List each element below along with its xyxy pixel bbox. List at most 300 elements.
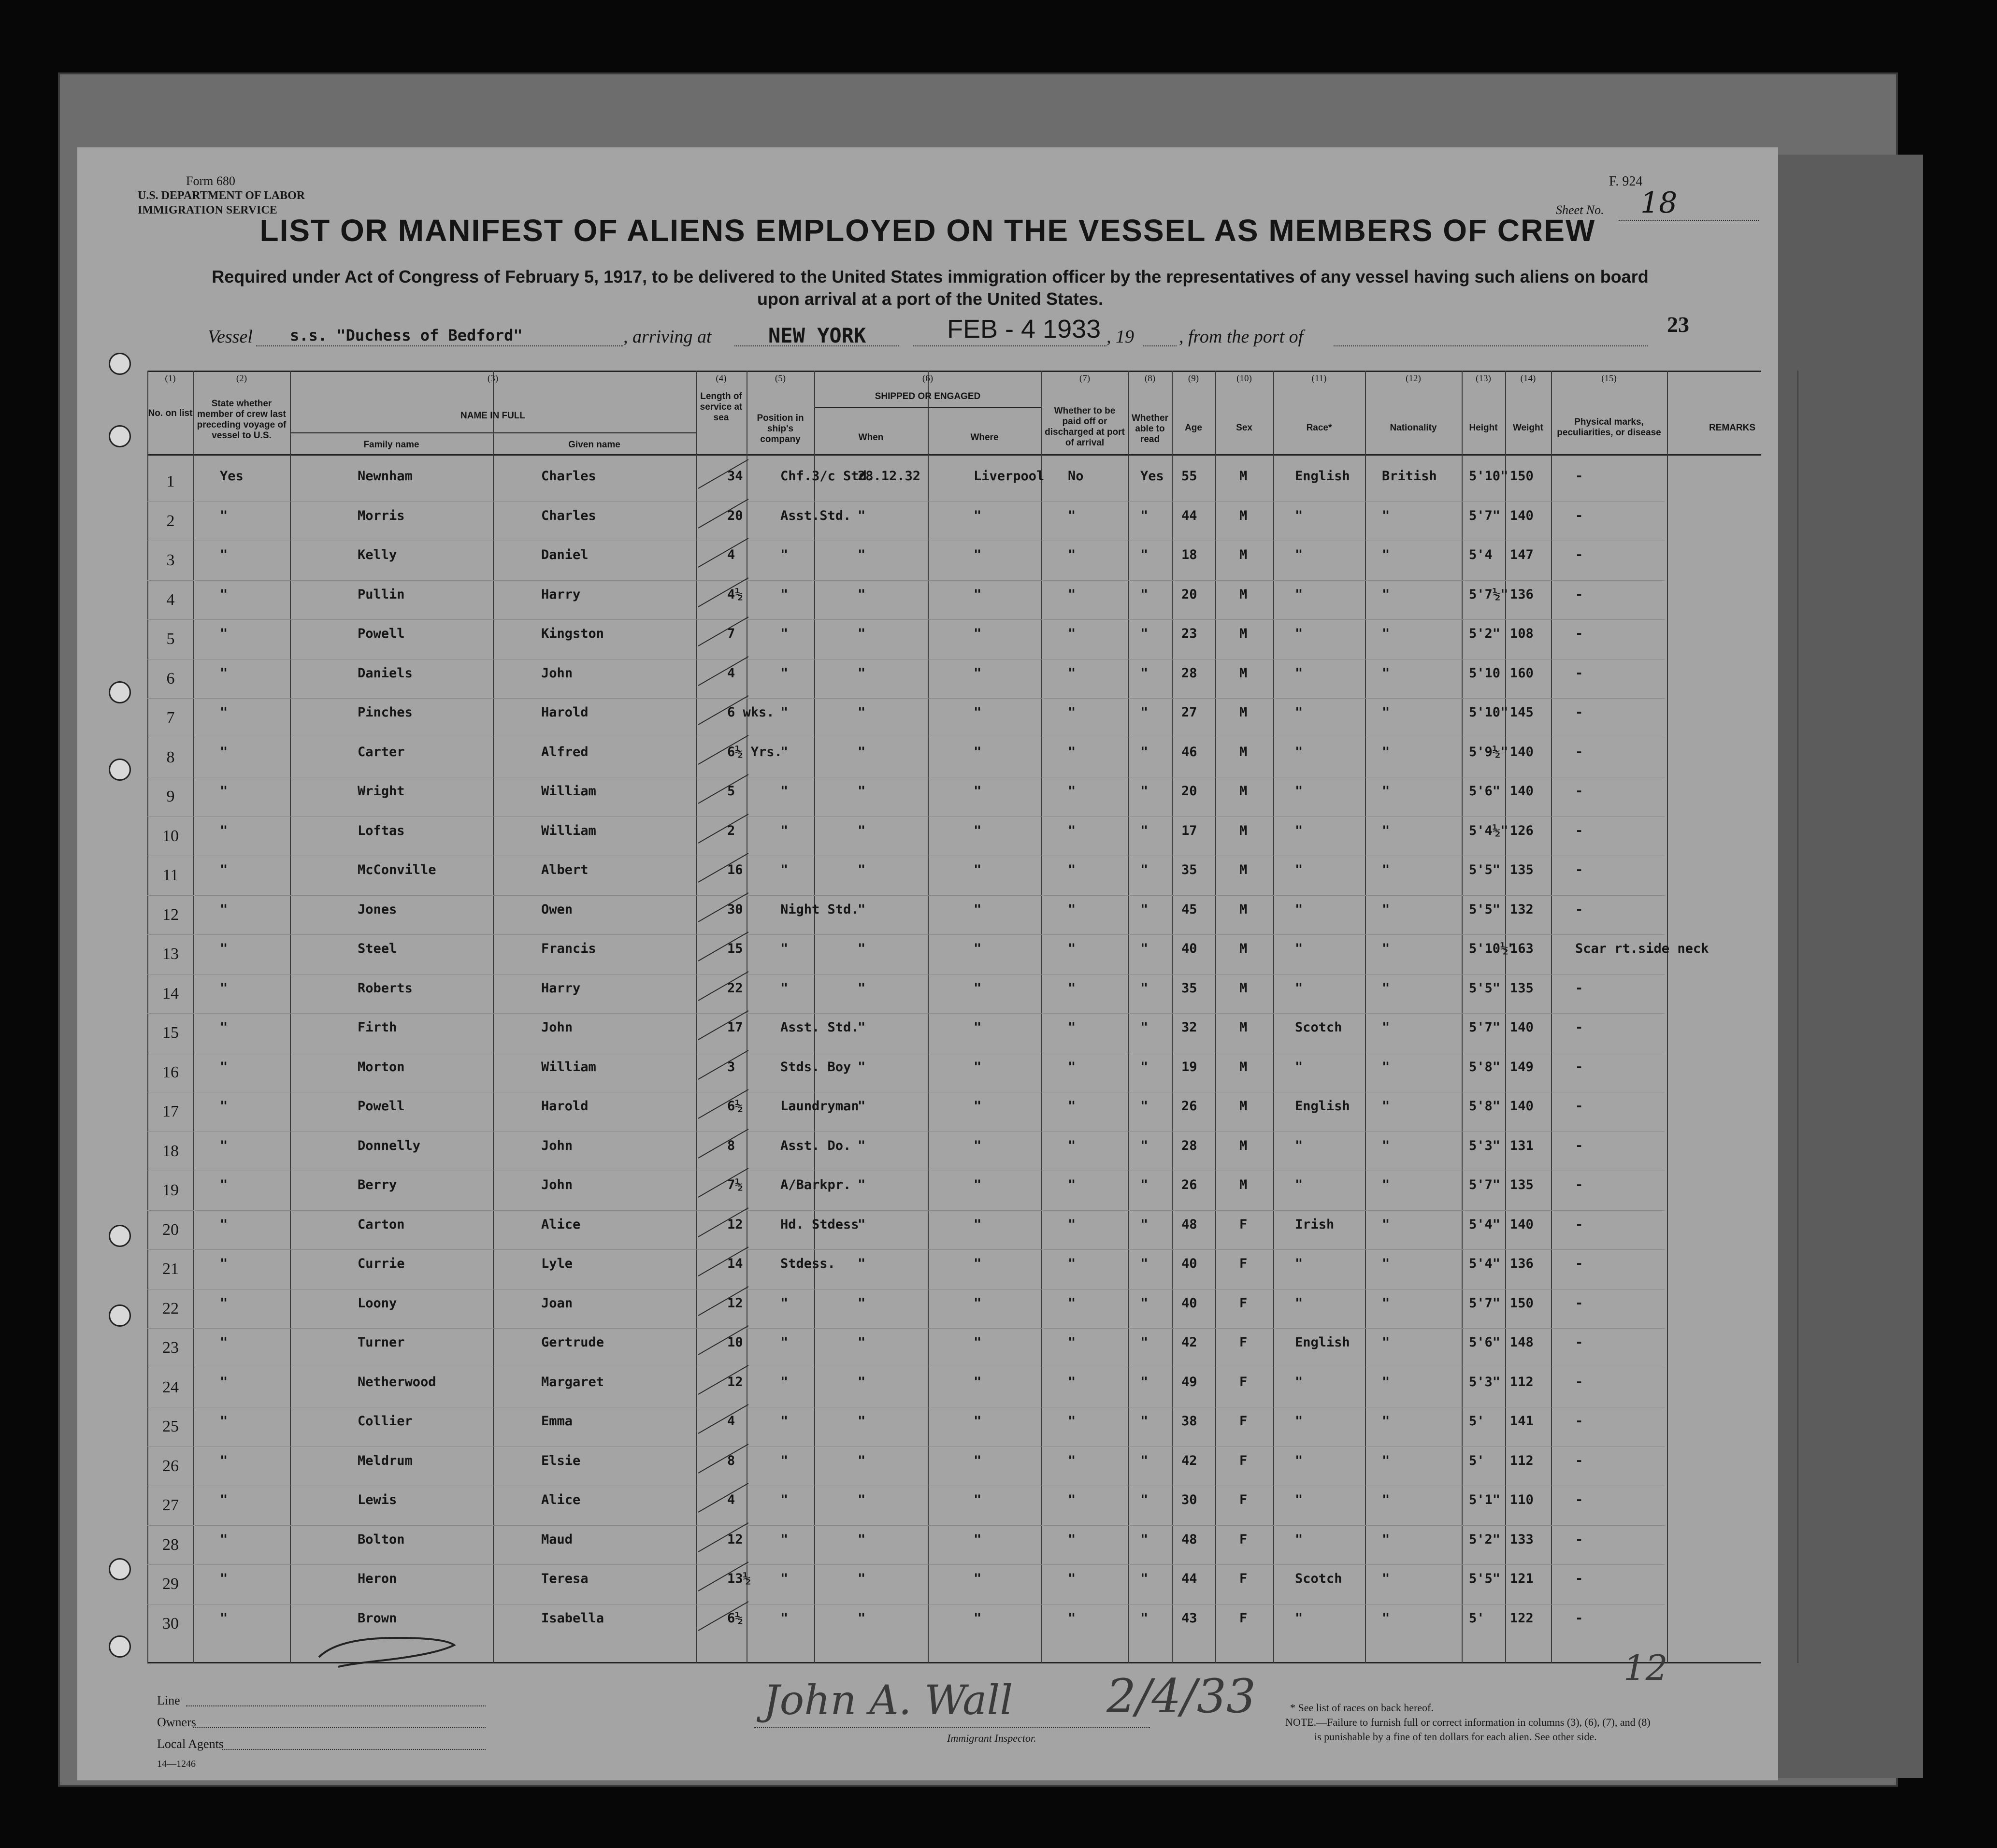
height-cell: 5'3" [1469, 1375, 1501, 1390]
row-number: 27 [162, 1496, 179, 1514]
race-cell: " [1295, 1256, 1303, 1271]
age-cell: 27 [1181, 705, 1197, 720]
sex-cell: M [1239, 902, 1248, 917]
physical-marks-cell: - [1575, 1060, 1583, 1074]
prev-voyage-cell: " [220, 1414, 228, 1429]
race-cell: English [1295, 1099, 1350, 1114]
nationality-cell: " [1382, 784, 1390, 799]
sex-cell: M [1239, 784, 1248, 799]
race-cell: " [1295, 1453, 1303, 1468]
shipped-where-cell: " [974, 1611, 982, 1626]
service-length-cell: 16 [727, 862, 743, 877]
row-number: 15 [162, 1024, 179, 1042]
col-header-sex: Sex [1236, 423, 1252, 433]
col-header-age: Age [1185, 423, 1202, 433]
family-name-cell: Roberts [358, 981, 413, 996]
position-cell: Asst. Do. [780, 1138, 851, 1153]
service-length-cell: 13½ [727, 1571, 751, 1586]
position-cell: " [780, 547, 789, 562]
col-num-3: (3) [487, 373, 499, 384]
header-bottom-rule [147, 454, 1761, 456]
physical-marks-cell: - [1575, 981, 1583, 996]
paid-off-cell: " [1068, 1375, 1076, 1390]
row-number: 25 [162, 1418, 179, 1435]
able-to-read-cell: " [1140, 862, 1149, 877]
shipped-when-cell: " [858, 1138, 866, 1153]
arriving-label: , arriving at [623, 327, 712, 347]
family-name-cell: Heron [358, 1571, 397, 1586]
column-divider [193, 371, 194, 1663]
weight-cell: 160 [1510, 666, 1534, 681]
prev-voyage-cell: " [220, 1453, 228, 1468]
weight-cell: 136 [1510, 587, 1534, 602]
sheet-number: 18 [1640, 186, 1678, 220]
col-header-where: Where [970, 432, 999, 443]
row-number: 16 [162, 1063, 179, 1081]
shipped-when-cell: " [858, 1217, 866, 1232]
service-length-cell: 17 [727, 1020, 743, 1035]
physical-marks-cell: - [1575, 862, 1583, 877]
height-cell: 5'4" [1469, 1256, 1501, 1271]
given-name-cell: John [541, 1138, 573, 1153]
row-number: 29 [162, 1575, 179, 1593]
shipped-when-cell: " [858, 1414, 866, 1429]
signature-date: 2/4/33 [1106, 1669, 1256, 1723]
shipped-when-cell: " [858, 1099, 866, 1114]
row-rule [147, 1564, 1665, 1565]
position-cell: Asst. Std. [780, 1020, 859, 1035]
given-name-cell: John [541, 666, 573, 681]
age-cell: 35 [1181, 981, 1197, 996]
row-number: 12 [162, 906, 179, 924]
race-cell: " [1295, 1177, 1303, 1192]
shipped-where-cell: " [974, 1060, 982, 1074]
col-header-given-name: Given name [568, 440, 620, 450]
paid-off-cell: " [1068, 823, 1076, 838]
column-divider [1041, 371, 1042, 1663]
paid-off-cell: " [1068, 1060, 1076, 1074]
col-num-5: (5) [775, 373, 786, 384]
physical-marks-cell: - [1575, 705, 1583, 720]
nationality-cell: " [1382, 626, 1390, 641]
column-divider [1505, 371, 1506, 1663]
position-cell: Night Std. [780, 902, 859, 917]
service-length-cell: 12 [727, 1296, 743, 1311]
col-header-physical-marks: Physical marks, peculiarities, or disease [1557, 417, 1661, 438]
family-name-cell: Netherwood [358, 1375, 436, 1390]
height-cell: 5'6" [1469, 1335, 1501, 1350]
sex-cell: M [1239, 547, 1248, 562]
shipped-where-cell: " [974, 1138, 982, 1153]
checkmark-stroke [698, 774, 749, 804]
height-cell: 5'4½" [1469, 823, 1509, 838]
service-length-cell: 14 [727, 1256, 743, 1271]
position-cell: " [780, 1335, 789, 1350]
row-rule [147, 619, 1665, 620]
service-length-cell: 10 [727, 1335, 743, 1350]
sex-cell: F [1239, 1335, 1248, 1350]
checkmark-stroke [698, 814, 749, 844]
service-length-cell: 6 wks. [727, 705, 775, 720]
physical-marks-cell: - [1575, 587, 1583, 602]
age-cell: 45 [1181, 902, 1197, 917]
column-divider [1667, 371, 1668, 1663]
column-divider [1365, 371, 1366, 1663]
row-rule [147, 895, 1665, 896]
family-name-cell: Turner [358, 1335, 405, 1350]
able-to-read-cell: " [1140, 1532, 1149, 1547]
shipped-where-cell: " [974, 941, 982, 956]
nationality-cell: " [1382, 547, 1390, 562]
race-cell: " [1295, 1492, 1303, 1507]
height-cell: 5'5" [1469, 862, 1501, 877]
nationality-cell: " [1382, 941, 1390, 956]
able-to-read-cell: " [1140, 784, 1149, 799]
row-number: 24 [162, 1378, 179, 1396]
shipped-where-cell: " [974, 784, 982, 799]
able-to-read-cell: " [1140, 1492, 1149, 1507]
height-cell: 5'5" [1469, 1571, 1501, 1586]
col-header-height: Height [1469, 423, 1498, 433]
height-cell: 5'1" [1469, 1492, 1501, 1507]
col-num-6: (6) [922, 373, 934, 384]
sex-cell: F [1239, 1217, 1248, 1232]
column-divider [1551, 371, 1552, 1663]
given-name-cell: Harold [541, 1099, 589, 1114]
inspector-label: Immigrant Inspector. [947, 1732, 1036, 1744]
weight-cell: 141 [1510, 1414, 1534, 1429]
row-number: 14 [162, 985, 179, 1003]
family-name-cell: Kelly [358, 547, 397, 562]
row-number: 20 [162, 1221, 179, 1239]
physical-marks-cell: - [1575, 1611, 1583, 1626]
service-length-cell: 15 [727, 941, 743, 956]
height-cell: 5'4 [1469, 547, 1493, 562]
age-cell: 26 [1181, 1099, 1197, 1114]
weight-cell: 131 [1510, 1138, 1534, 1153]
shipped-where-cell: " [974, 1492, 982, 1507]
age-cell: 38 [1181, 1414, 1197, 1429]
prev-voyage-cell: " [220, 1335, 228, 1350]
shipped-when-cell: " [858, 1256, 866, 1271]
sex-cell: F [1239, 1414, 1248, 1429]
service-length-cell: 4 [727, 666, 735, 681]
col-header-shipped: SHIPPED OR ENGAGED [875, 391, 981, 401]
weight-cell: 140 [1510, 1020, 1534, 1035]
row-rule [147, 501, 1665, 502]
col-header-nationality: Nationality [1390, 423, 1437, 433]
col-header-race: Race* [1306, 423, 1332, 433]
family-name-cell: Meldrum [358, 1453, 413, 1468]
physical-marks-cell: - [1575, 469, 1583, 484]
age-cell: 44 [1181, 508, 1197, 523]
failure-note-cont: is punishable by a fine of ten dollars for each alien. See other side. [1314, 1731, 1597, 1743]
paid-off-cell: " [1068, 941, 1076, 956]
shipped-where-cell: " [974, 1217, 982, 1232]
age-cell: 42 [1181, 1335, 1197, 1350]
nationality-cell: " [1382, 508, 1390, 523]
nationality-cell: " [1382, 1217, 1390, 1232]
col-num-14: (14) [1520, 373, 1536, 384]
page-number: 23 [1667, 312, 1689, 337]
race-cell: English [1295, 1335, 1350, 1350]
paid-off-cell: " [1068, 587, 1076, 602]
age-cell: 48 [1181, 1532, 1197, 1547]
col-header-prev-voyage: State whether member of crew last preceding voyage of vessel to U.S. [197, 399, 287, 441]
position-cell: " [780, 1375, 789, 1390]
position-cell: Hd. Stdess [780, 1217, 859, 1232]
race-cell: Scotch [1295, 1571, 1342, 1586]
given-name-cell: Harold [541, 705, 589, 720]
physical-marks-cell: - [1575, 902, 1583, 917]
col-header-name: NAME IN FULL [460, 411, 526, 421]
physical-marks-cell: - [1575, 1414, 1583, 1429]
checkmark-stroke [698, 1444, 749, 1474]
family-name-cell: Firth [358, 1020, 397, 1035]
shipped-where-cell: " [974, 1532, 982, 1547]
race-cell: " [1295, 1296, 1303, 1311]
physical-marks-cell: - [1575, 1138, 1583, 1153]
weight-cell: 135 [1510, 981, 1534, 996]
physical-marks-cell: - [1575, 547, 1583, 562]
sex-cell: M [1239, 1177, 1248, 1192]
race-cell: " [1295, 823, 1303, 838]
able-to-read-cell: " [1140, 1177, 1149, 1192]
given-name-cell: Charles [541, 469, 596, 484]
physical-marks-cell: - [1575, 1453, 1583, 1468]
prev-voyage-cell: " [220, 587, 228, 602]
given-name-cell: William [541, 823, 596, 838]
signature-underline [754, 1727, 1150, 1728]
row-number: 8 [166, 748, 175, 766]
sex-cell: F [1239, 1611, 1248, 1626]
binder-hole [109, 1304, 131, 1327]
weight-cell: 108 [1510, 626, 1534, 641]
position-cell: " [780, 1296, 789, 1311]
position-cell: " [780, 705, 789, 720]
family-name-cell: Loftas [358, 823, 405, 838]
race-cell: " [1295, 1375, 1303, 1390]
height-cell: 5'8" [1469, 1060, 1501, 1074]
height-cell: 5' [1469, 1453, 1485, 1468]
nationality-cell: " [1382, 1453, 1390, 1468]
shipped-when-cell: " [858, 1571, 866, 1586]
weight-cell: 140 [1510, 1099, 1534, 1114]
position-cell: A/Barkpr. [780, 1177, 851, 1192]
year-label: , 19 [1106, 327, 1134, 347]
footer-form-code: 14—1246 [157, 1759, 196, 1769]
checkmark-stroke [698, 1129, 749, 1159]
owners-underline [193, 1727, 486, 1728]
age-cell: 26 [1181, 1177, 1197, 1192]
height-cell: 5'10" [1469, 469, 1509, 484]
weight-cell: 149 [1510, 1060, 1534, 1074]
shipped-where-cell: " [974, 666, 982, 681]
nationality-cell: " [1382, 1414, 1390, 1429]
prev-voyage-cell: " [220, 981, 228, 996]
row-rule [147, 934, 1665, 935]
shipped-when-cell: " [858, 705, 866, 720]
height-cell: 5'7" [1469, 1177, 1501, 1192]
row-number: 21 [162, 1260, 179, 1278]
physical-marks-cell: - [1575, 1099, 1583, 1114]
height-cell: 5'6" [1469, 784, 1501, 799]
weight-cell: 132 [1510, 902, 1534, 917]
height-cell: 5' [1469, 1414, 1485, 1429]
page-subtitle: Required under Act of Congress of February 5, 1917, to be delivered to the United States immigration officer by the representatives of any vessel having such aliens on board upon arrival at a port of the United States. [212, 267, 1649, 309]
sex-cell: F [1239, 1256, 1248, 1271]
col-header-service: Length of service at sea [700, 391, 743, 423]
race-cell: Scotch [1295, 1020, 1342, 1035]
binder-hole [109, 759, 131, 781]
paid-off-cell: " [1068, 1177, 1076, 1192]
prev-voyage-cell: " [220, 745, 228, 759]
physical-marks-cell: - [1575, 1020, 1583, 1035]
weight-cell: 126 [1510, 823, 1534, 838]
binder-hole [109, 681, 131, 703]
family-name-cell: Carton [358, 1217, 405, 1232]
physical-marks-cell: - [1575, 508, 1583, 523]
sex-cell: M [1239, 823, 1248, 838]
row-number: 28 [162, 1536, 179, 1554]
weight-cell: 133 [1510, 1532, 1534, 1547]
service-length-cell: 12 [727, 1217, 743, 1232]
given-name-cell: Alice [541, 1492, 581, 1507]
able-to-read-cell: " [1140, 981, 1149, 996]
row-rule [147, 1328, 1665, 1329]
prev-voyage-cell: " [220, 902, 228, 917]
service-length-cell: 3 [727, 1060, 735, 1074]
height-cell: 5'10½" [1469, 941, 1516, 956]
given-name-cell: Joan [541, 1296, 573, 1311]
weight-cell: 163 [1510, 941, 1534, 956]
given-name-cell: Isabella [541, 1611, 604, 1626]
shipped-where-cell: " [974, 862, 982, 877]
position-cell: Asst.Std. [780, 508, 851, 523]
service-line: IMMIGRATION SERVICE [138, 204, 277, 216]
race-cell: " [1295, 981, 1303, 996]
manifest-sheet [77, 147, 1778, 1780]
col-header-paid-off: Whether to be paid off or discharged at port of arrival [1045, 406, 1125, 448]
prev-voyage-cell: " [220, 1296, 228, 1311]
service-length-cell: 12 [727, 1532, 743, 1547]
column-divider [147, 371, 148, 1663]
height-cell: 5'2" [1469, 1532, 1501, 1547]
physical-marks-cell: - [1575, 784, 1583, 799]
age-cell: 28 [1181, 1138, 1197, 1153]
prev-voyage-cell: " [220, 1217, 228, 1232]
races-note: * See list of races on back hereof. [1290, 1702, 1434, 1714]
height-cell: 5'7½" [1469, 587, 1509, 602]
col-num-15: (15) [1601, 373, 1617, 384]
race-cell: " [1295, 784, 1303, 799]
service-length-cell: 7½ [727, 1177, 743, 1192]
vessel-label: Vessel [208, 327, 253, 347]
given-name-cell: Daniel [541, 547, 589, 562]
service-length-cell: 8 [727, 1138, 735, 1153]
given-name-cell: Teresa [541, 1571, 589, 1586]
sex-cell: M [1239, 1138, 1248, 1153]
able-to-read-cell: " [1140, 508, 1149, 523]
row-number: 26 [162, 1457, 179, 1475]
service-length-cell: 4 [727, 547, 735, 562]
physical-marks-cell: - [1575, 1217, 1583, 1232]
able-to-read-cell: " [1140, 1453, 1149, 1468]
nationality-cell: " [1382, 981, 1390, 996]
able-to-read-cell: " [1140, 823, 1149, 838]
shipped-where-cell: Liverpool [974, 469, 1045, 484]
weight-cell: 150 [1510, 1296, 1534, 1311]
page-title: LIST OR MANIFEST OF ALIENS EMPLOYED ON THE VESSEL AS MEMBERS OF CREW [259, 213, 1596, 248]
row-rule [147, 698, 1665, 699]
race-cell: " [1295, 587, 1303, 602]
weight-cell: 112 [1510, 1453, 1534, 1468]
inspector-signature: John A. Wall [763, 1676, 1013, 1724]
family-name-cell: Brown [358, 1611, 397, 1626]
checkmark-stroke [698, 656, 749, 686]
family-name-cell: Morton [358, 1060, 405, 1074]
able-to-read-cell: " [1140, 1217, 1149, 1232]
col-header-position: Position in ship's company [757, 413, 804, 444]
paid-off-cell: " [1068, 1492, 1076, 1507]
shipped-where-cell: " [974, 1099, 982, 1114]
prev-voyage-cell: " [220, 508, 228, 523]
row-rule [147, 1525, 1665, 1526]
family-name-cell: Loony [358, 1296, 397, 1311]
shipped-where-cell: " [974, 1414, 982, 1429]
row-number: 6 [166, 670, 175, 688]
given-name-cell: Francis [541, 941, 596, 956]
nationality-cell: " [1382, 1296, 1390, 1311]
given-name-cell: William [541, 1060, 596, 1074]
prev-voyage-cell: " [220, 705, 228, 720]
shipped-where-cell: " [974, 1020, 982, 1035]
paid-off-cell: " [1068, 547, 1076, 562]
weight-cell: 110 [1510, 1492, 1534, 1507]
age-cell: 17 [1181, 823, 1197, 838]
sex-cell: M [1239, 941, 1248, 956]
age-cell: 48 [1181, 1217, 1197, 1232]
paid-off-cell: " [1068, 981, 1076, 996]
position-cell: " [780, 666, 789, 681]
prev-voyage-cell: " [220, 1177, 228, 1192]
col-num-1: (1) [165, 373, 176, 384]
able-to-read-cell: " [1140, 941, 1149, 956]
shipped-where-cell: " [974, 626, 982, 641]
service-length-cell: 8 [727, 1453, 735, 1468]
physical-marks-cell: Scar rt.side neck [1575, 941, 1709, 956]
row-number: 4 [166, 591, 175, 609]
from-port-underline [1334, 345, 1648, 346]
physical-marks-cell: - [1575, 1256, 1583, 1271]
race-cell: " [1295, 862, 1303, 877]
age-cell: 44 [1181, 1571, 1197, 1586]
able-to-read-cell: " [1140, 705, 1149, 720]
race-cell: English [1295, 469, 1350, 484]
service-length-cell: 2 [727, 823, 735, 838]
sex-cell: M [1239, 1020, 1248, 1035]
able-to-read-cell: " [1140, 1020, 1149, 1035]
physical-marks-cell: - [1575, 666, 1583, 681]
position-cell: " [780, 1492, 789, 1507]
arriving-port: NEW YORK [768, 324, 866, 347]
race-cell: " [1295, 1060, 1303, 1074]
prev-voyage-cell: " [220, 1375, 228, 1390]
paid-off-cell: " [1068, 1335, 1076, 1350]
nationality-cell: " [1382, 1492, 1390, 1507]
date-underline [913, 345, 1106, 346]
paid-off-cell: " [1068, 666, 1076, 681]
